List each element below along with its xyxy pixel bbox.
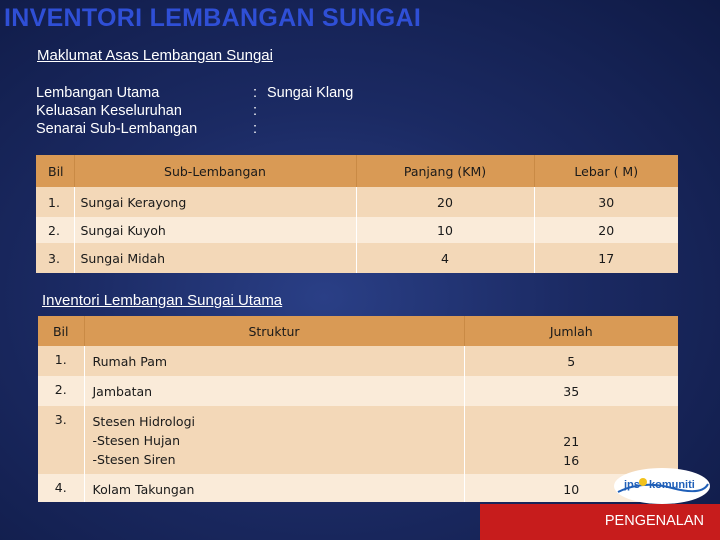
jumlah-line: 21 — [563, 434, 580, 449]
cell-sub-lembangan: Sungai Kuyoh — [74, 217, 356, 243]
basin-info-colon: : — [253, 103, 258, 119]
basin-info-row — [36, 102, 353, 120]
struktur-line: Jambatan — [92, 384, 153, 399]
basin-info — [36, 84, 353, 138]
table-row — [38, 376, 678, 406]
cell-bil: 4. — [54, 480, 67, 495]
basin-info-label: Senarai Sub-Lembangan — [36, 121, 198, 137]
cell-struktur — [84, 376, 464, 406]
column-header-jumlah: Jumlah — [464, 316, 678, 346]
column-header-lebar: Lebar ( M) — [534, 155, 678, 187]
basin-info-row — [36, 84, 353, 102]
jumlah-line: 5 — [567, 354, 576, 369]
cell-lebar: 30 — [534, 187, 678, 217]
footer-label: PENGENALAN — [604, 513, 704, 529]
table-row — [36, 217, 678, 243]
cell-jumlah — [464, 346, 678, 376]
jumlah-line: 10 — [563, 482, 580, 497]
table-header-row — [36, 155, 678, 187]
struktur-line: -Stesen Hujan — [92, 433, 181, 448]
table-row — [36, 243, 678, 273]
table-row — [38, 346, 678, 376]
cell-lebar: 20 — [534, 217, 678, 243]
basin-info-row — [36, 120, 353, 138]
cell-struktur — [84, 346, 464, 376]
cell-sub-lembangan: Sungai Midah — [74, 243, 356, 273]
column-header-panjang: Panjang (KM) — [356, 155, 534, 187]
basin-info-colon: : — [253, 85, 258, 101]
basin-info-label: Lembangan Utama — [36, 85, 160, 101]
basin-info-label: Keluasan Keseluruhan — [36, 103, 182, 119]
basin-info-colon: : — [253, 121, 258, 137]
logo-text-right: komuniti — [649, 479, 695, 491]
struktur-line: -Stesen Siren — [92, 452, 176, 467]
jumlah-line: 35 — [563, 384, 580, 399]
slide-title: INVENTORI LEMBANGAN SUNGAI — [4, 4, 422, 32]
struktur-line: Stesen Hidrologi — [92, 414, 195, 429]
footer-bar — [480, 504, 720, 540]
cell-bil: 2. — [54, 382, 67, 397]
inventory-table — [38, 316, 678, 502]
cell-struktur — [84, 406, 464, 474]
cell-jumlah — [464, 406, 678, 474]
table-header-row — [38, 316, 678, 346]
cell-sub-lembangan: Sungai Kerayong — [74, 187, 356, 217]
inventory-heading: Inventori Lembangan Sungai Utama — [42, 292, 283, 309]
cell-lebar: 17 — [534, 243, 678, 273]
cell-bil: 3. — [48, 250, 60, 266]
column-header-sub-lembangan: Sub-Lembangan — [74, 155, 356, 187]
cell-bil: 1. — [54, 352, 67, 367]
column-header-bil: Bil — [48, 163, 64, 179]
cell-panjang: 4 — [356, 243, 534, 273]
cell-bil: 1. — [48, 194, 60, 210]
cell-struktur — [84, 474, 464, 502]
table-row — [38, 406, 678, 474]
basin-info-value: Sungai Klang — [267, 85, 354, 101]
cell-bil: 3. — [54, 412, 67, 427]
logo-text-left: jps — [624, 479, 640, 491]
jps-komuniti-logo-icon — [612, 466, 712, 506]
sub-basin-table — [36, 155, 678, 273]
cell-bil: 2. — [48, 222, 60, 238]
column-header-struktur: Struktur — [84, 316, 464, 346]
struktur-line: Rumah Pam — [92, 354, 168, 369]
jumlah-line: 16 — [563, 453, 580, 468]
struktur-line: Kolam Takungan — [92, 482, 195, 497]
cell-jumlah — [464, 376, 678, 406]
cell-panjang: 20 — [356, 187, 534, 217]
table-row — [36, 187, 678, 217]
column-header-bil: Bil — [52, 323, 69, 339]
basin-info-heading: Maklumat Asas Lembangan Sungai — [37, 47, 273, 64]
table-row — [38, 474, 678, 502]
cell-panjang: 10 — [356, 217, 534, 243]
